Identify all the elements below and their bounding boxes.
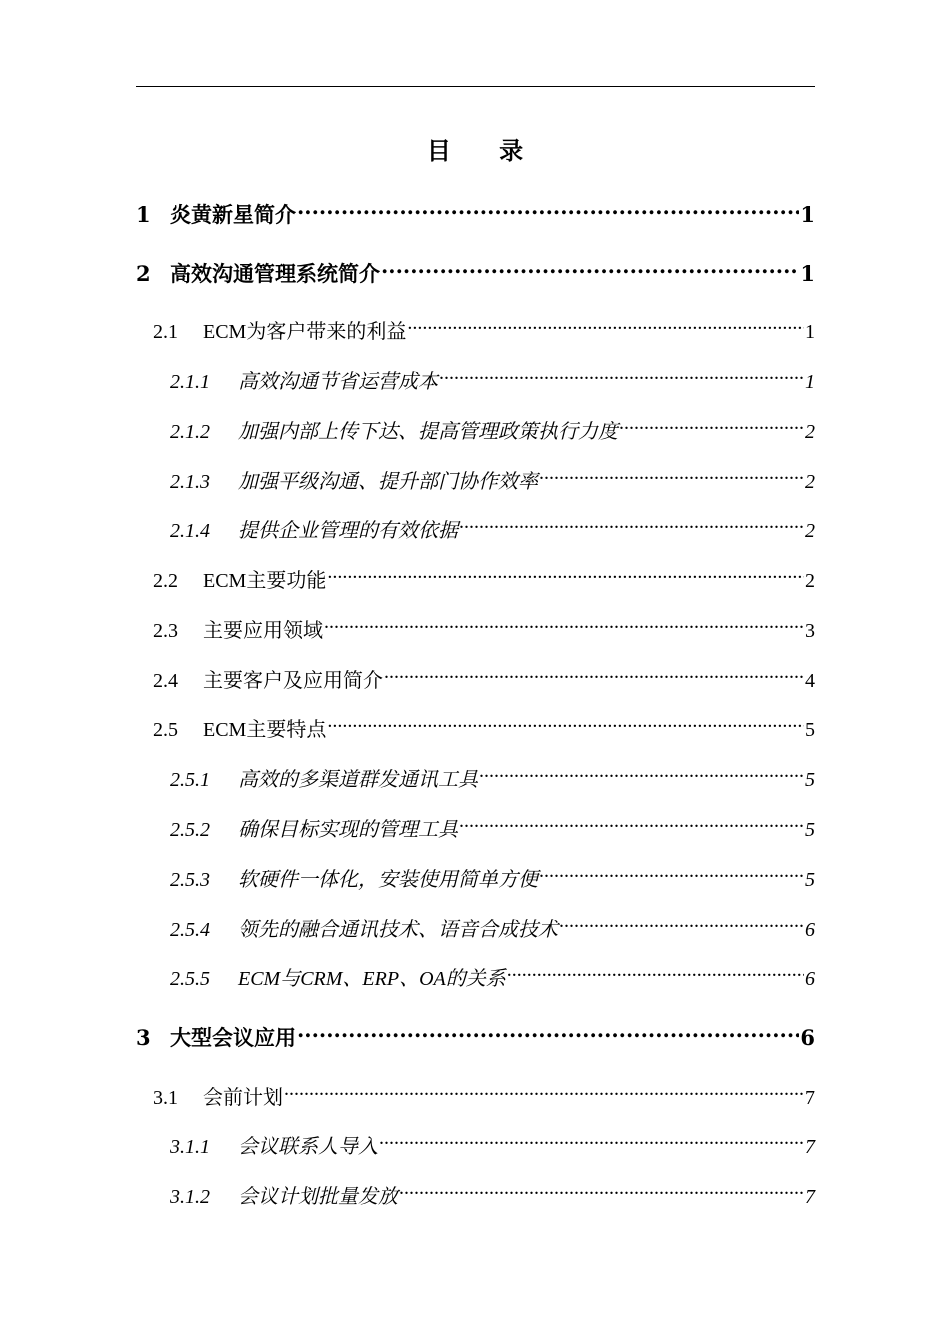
toc-entry-title: 加强内部上传下达、提高管理政策执行力度 xyxy=(238,421,618,443)
dot-leader xyxy=(619,414,804,438)
toc-entry-page: 4 xyxy=(805,670,815,692)
toc-entry[interactable] xyxy=(170,414,815,444)
dot-leader xyxy=(284,1080,804,1104)
toc-title: 目 录 xyxy=(426,136,544,165)
toc-entry[interactable] xyxy=(153,613,815,643)
toc-entry-page: 3 xyxy=(805,620,815,642)
toc-entry[interactable] xyxy=(153,563,815,593)
toc-entry-title: ECM主要特点 xyxy=(203,719,327,741)
toc-entry-page: 7 xyxy=(805,1136,815,1158)
toc-entry[interactable] xyxy=(153,1080,815,1110)
toc-entry[interactable] xyxy=(170,1179,815,1209)
toc-entry-number: 2.5.2 xyxy=(170,819,210,841)
dot-leader xyxy=(407,314,804,338)
toc-entry-number: 2.1.4 xyxy=(170,520,210,542)
toc-entry-number: 3.1.1 xyxy=(170,1136,210,1158)
dot-leader xyxy=(539,464,804,488)
toc-entry[interactable] xyxy=(153,314,815,344)
toc-entry-title: 领先的融合通讯技术、语音合成技术 xyxy=(238,919,558,941)
toc-entry-number: 3.1 xyxy=(153,1087,178,1109)
dot-leader xyxy=(327,563,804,587)
toc-entry[interactable] xyxy=(136,256,815,286)
toc-entry-page: 1 xyxy=(805,321,815,343)
toc-entry-title: ECM与CRM、ERP、OA的关系 xyxy=(238,968,506,990)
toc-entry-page: 6 xyxy=(805,919,815,941)
toc-entry-number: 2.1 xyxy=(153,321,178,343)
dot-leader xyxy=(297,1020,799,1045)
toc-entry[interactable] xyxy=(170,961,815,991)
toc-entry[interactable] xyxy=(170,862,815,892)
toc-entry-number: 2 xyxy=(136,261,151,287)
toc-entry-number: 2.3 xyxy=(153,620,178,642)
toc-entry-page: 2 xyxy=(805,421,815,443)
toc-entry-title: 高效的多渠道群发通讯工具 xyxy=(238,769,478,791)
toc-entry-number: 2.1.3 xyxy=(170,471,210,493)
toc-entry-title: 会议计划批量发放 xyxy=(238,1186,398,1208)
toc-entry[interactable] xyxy=(136,197,815,227)
dot-leader xyxy=(384,663,804,687)
toc-entry-title: ECM主要功能 xyxy=(203,570,327,592)
toc-entry-number: 3.1.2 xyxy=(170,1186,210,1208)
toc-entry-page: 5 xyxy=(805,819,815,841)
toc-entry-title: 主要客户及应用简介 xyxy=(203,670,383,692)
toc-entry[interactable] xyxy=(153,663,815,693)
toc-entry-page: 5 xyxy=(805,869,815,891)
dot-leader xyxy=(399,1179,804,1203)
toc-entry-title: 炎黄新星简介 xyxy=(170,202,296,228)
toc-entry-page: 1 xyxy=(800,202,815,228)
toc-entry-title: 提供企业管理的有效依据 xyxy=(238,520,458,542)
toc-entry[interactable] xyxy=(153,712,815,742)
toc-entry-title: 高效沟通管理系统简介 xyxy=(170,261,380,287)
toc-entry[interactable] xyxy=(170,464,815,494)
dot-leader xyxy=(327,712,804,736)
header-rule xyxy=(136,86,815,87)
toc-entry-number: 2.5.1 xyxy=(170,769,210,791)
toc-entry[interactable] xyxy=(136,1020,815,1050)
toc-entry-number: 2.4 xyxy=(153,670,178,692)
toc-entry-page: 6 xyxy=(800,1025,815,1051)
toc-entry-title: 主要应用领域 xyxy=(203,620,323,642)
toc-entry[interactable] xyxy=(170,762,815,792)
dot-leader xyxy=(507,961,804,985)
toc-entry-number: 2.5.3 xyxy=(170,869,210,891)
toc-entry-number: 1 xyxy=(136,202,151,228)
toc-entry-title: 加强平级沟通、提升部门协作效率 xyxy=(238,471,538,493)
toc-entry-title: 会前计划 xyxy=(203,1087,283,1109)
dot-leader xyxy=(539,862,804,886)
dot-leader xyxy=(479,762,804,786)
toc-entry-page: 5 xyxy=(805,769,815,791)
toc-entry-number: 2.5.4 xyxy=(170,919,210,941)
toc-entry-page: 5 xyxy=(805,719,815,741)
toc-entry-page: 2 xyxy=(805,471,815,493)
toc-entry-title: 会议联系人导入 xyxy=(238,1136,378,1158)
toc-entry-title: ECM为客户带来的利益 xyxy=(203,321,407,343)
toc-entry-page: 7 xyxy=(805,1087,815,1109)
toc-entry[interactable] xyxy=(170,364,815,394)
toc-entry[interactable] xyxy=(170,1129,815,1159)
dot-leader xyxy=(379,1129,804,1153)
toc-entry[interactable] xyxy=(170,912,815,942)
toc-entry-title: 软硬件一体化，安装使用简单方便 xyxy=(238,869,538,891)
dot-leader xyxy=(439,364,804,388)
toc-entry[interactable] xyxy=(170,812,815,842)
toc-entry-number: 3 xyxy=(136,1025,151,1051)
toc-entry-title: 大型会议应用 xyxy=(170,1025,296,1051)
toc-entry-number: 2.5 xyxy=(153,719,178,741)
dot-leader xyxy=(297,197,799,222)
toc-entry-page: 6 xyxy=(805,968,815,990)
toc-entry-title: 确保目标实现的管理工具 xyxy=(238,819,458,841)
toc-entry-page: 1 xyxy=(805,371,815,393)
toc-entry-number: 2.2 xyxy=(153,570,178,592)
toc-entry-number: 2.5.5 xyxy=(170,968,210,990)
toc-entry[interactable] xyxy=(170,513,815,543)
dot-leader xyxy=(381,256,799,281)
dot-leader xyxy=(324,613,804,637)
toc-entry-page: 7 xyxy=(805,1186,815,1208)
dot-leader xyxy=(459,812,804,836)
dot-leader xyxy=(459,513,804,537)
toc-entry-page: 2 xyxy=(805,570,815,592)
toc-entry-page: 1 xyxy=(800,261,815,287)
toc-entry-number: 2.1.1 xyxy=(170,371,210,393)
toc-entry-title: 高效沟通节省运营成本 xyxy=(238,371,438,393)
toc-entry-page: 2 xyxy=(805,520,815,542)
dot-leader xyxy=(559,912,804,936)
toc-entry-number: 2.1.2 xyxy=(170,421,210,443)
